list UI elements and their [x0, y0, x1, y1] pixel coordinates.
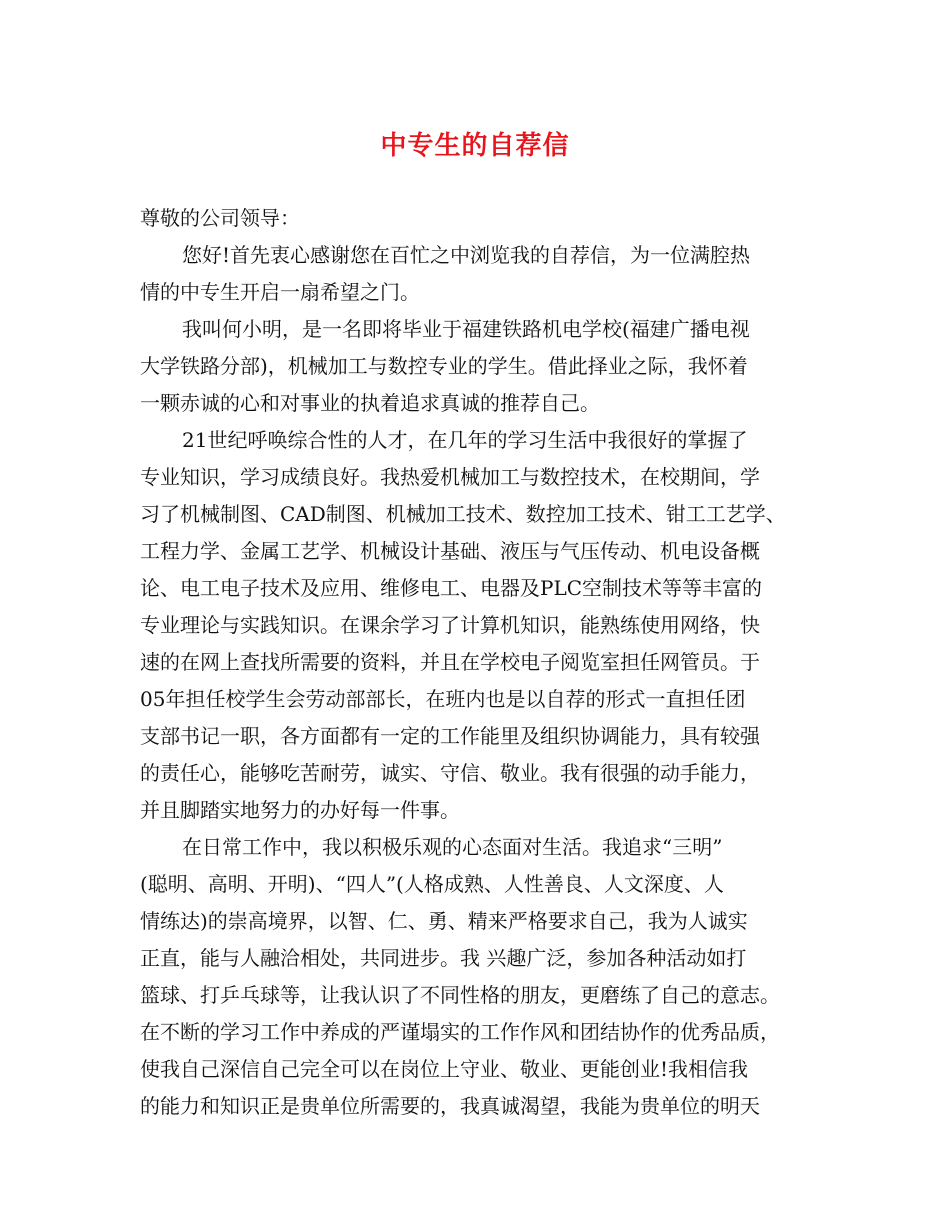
- letter-line: 并且脚踏实地努力的办好每一件事。: [140, 798, 460, 822]
- letter-line: 05年担任校学生会劳动部部长，在班内也是以自荐的形式一直担任团: [140, 687, 746, 711]
- letter-line: 支部书记一职，各方面都有一定的工作能里及组织协调能力，具有较强: [140, 724, 760, 748]
- letter-line: 您好!首先衷心感谢您在百忙之中浏览我的自荐信，为一位满腔热: [182, 243, 751, 267]
- letter-line: 论、电工电子技术及应用、维修电工、电器及PLC空制技术等等丰富的: [140, 576, 763, 600]
- letter-line: 的能力和知识正是贵单位所需要的，我真诚渴望，我能为贵单位的明天: [140, 1094, 760, 1118]
- letter-line: 工程力学、金属工艺学、机械设计基础、液压与气压传动、机电设备概: [140, 539, 760, 563]
- letter-line: 我叫何小明，是一名即将毕业于福建铁路机电学校(福建广播电视: [182, 317, 750, 341]
- letter-line: 的责任心，能够吃苦耐劳，诚实、守信、敬业。我有很强的动手能力，: [140, 761, 760, 785]
- letter-line: 尊敬的公司领导：: [140, 206, 300, 230]
- letter-line: 在日常工作中，我以积极乐观的心态面对生活。我追求“三明”: [182, 835, 723, 859]
- letter-line: 篮球、打乒乓球等，让我认识了不同性格的朋友，更磨练了自己的意志。: [140, 983, 780, 1007]
- letter-line: 使我自己深信自己完全可以在岗位上守业、敬业、更能创业!我相信我: [140, 1057, 749, 1081]
- letter-line: 正直，能与人融洽相处，共同进步。我 兴趣广泛，参加各种活动如打: [140, 946, 747, 970]
- letter-body: [140, 200, 820, 1125]
- letter-line: 情的中专生开启一扇希望之门。: [140, 280, 420, 304]
- letter-line: 速的在网上查找所需要的资料，并且在学校电子阅览室担任网管员。于: [140, 650, 760, 674]
- letter-line: 一颗赤诚的心和对事业的执着追求真诚的推荐自己。: [140, 391, 600, 415]
- letter-line: 习了机械制图、CAD制图、机械加工技术、数控加工技术、钳工工艺学、: [140, 502, 786, 526]
- letter-line: 情练达)的崇高境界，以智、仁、勇、精来严格要求自己，我为人诚实: [140, 909, 748, 933]
- letter-line: 在不断的学习工作中养成的严谨塌实的工作作风和团结协作的优秀品质，: [140, 1020, 780, 1044]
- letter-line: 专业知识，学习成绩良好。我热爱机械加工与数控技术，在校期间，学: [140, 465, 760, 489]
- letter-line: 专业理论与实践知识。在课余学习了计算机知识，能熟练使用网络，快: [140, 613, 760, 637]
- letter-line: 21世纪呼唤综合性的人才，在几年的学习生活中我很好的掌握了: [182, 428, 748, 452]
- letter-line: (聪明、高明、开明)、“四人”(人格成熟、人性善良、人文深度、人: [140, 872, 724, 896]
- document-title: 中专生的自荐信: [380, 131, 570, 161]
- letter-line: 大学铁路分部)，机械加工与数控专业的学生。借此择业之际，我怀着: [140, 354, 748, 378]
